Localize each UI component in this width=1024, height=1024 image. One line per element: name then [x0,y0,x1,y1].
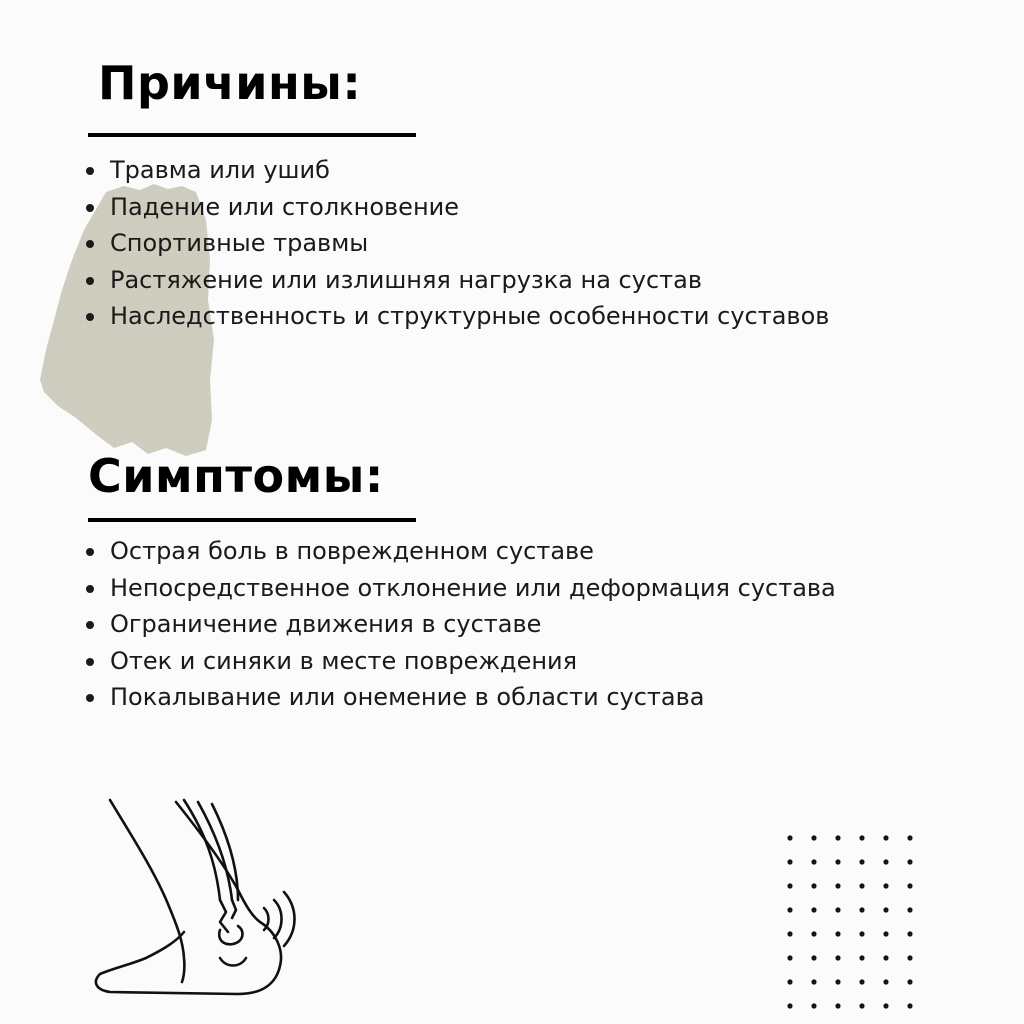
grid-dot [787,883,792,888]
grid-dot [811,859,816,864]
grid-dot [835,979,840,984]
grid-dot [859,883,864,888]
grid-dot [907,883,912,888]
causes-list [84,152,860,335]
symptom-item: Покалывание или онемение в области сустава [84,679,924,716]
grid-dot [787,955,792,960]
grid-dot [835,859,840,864]
grid-dot [835,931,840,936]
symptom-item: Непосредственное отклонение или деформация сустава [84,570,924,607]
grid-dot [787,907,792,912]
grid-dot [787,979,792,984]
grid-dot [907,931,912,936]
grid-dot [787,1003,792,1008]
cause-item: Растяжение или излишняя нагрузка на сустав [84,262,860,299]
grid-dot [859,907,864,912]
grid-dot [811,955,816,960]
grid-dot [811,907,816,912]
grid-dot [811,835,816,840]
cause-item: Спортивные травмы [84,225,860,262]
symptoms-underline [88,518,416,522]
grid-dot [907,955,912,960]
grid-dot [811,883,816,888]
grid-dot [835,1003,840,1008]
grid-dot [883,883,888,888]
grid-dot [835,955,840,960]
grid-dot [883,1003,888,1008]
grid-dot [811,1003,816,1008]
grid-dot [907,859,912,864]
grid-dot [883,955,888,960]
symptom-item: Ограничение движения в суставе [84,606,924,643]
grid-dot [859,1003,864,1008]
grid-dot [811,931,816,936]
grid-dot [787,859,792,864]
dot-grid-decoration [784,832,916,1012]
ankle-pain-icon [88,792,298,1002]
grid-dot [907,1003,912,1008]
grid-dot [907,979,912,984]
grid-dot [835,883,840,888]
grid-dot [835,835,840,840]
symptoms-heading: Симптомы: [88,449,384,503]
grid-dot [883,931,888,936]
grid-dot [859,835,864,840]
grid-dot [907,835,912,840]
grid-dot [883,859,888,864]
grid-dot [907,907,912,912]
grid-dot [883,835,888,840]
grid-dot [811,979,816,984]
grid-dot [835,907,840,912]
grid-dot [859,979,864,984]
grid-dot [787,931,792,936]
grid-dot [883,979,888,984]
symptoms-list [84,533,924,716]
symptom-item: Острая боль в поврежденном суставе [84,533,924,570]
causes-underline [88,133,416,137]
cause-item: Падение или столкновение [84,189,860,226]
grid-dot [859,859,864,864]
causes-heading: Причины: [98,56,362,110]
cause-item: Травма или ушиб [84,152,860,189]
cause-item: Наследственность и структурные особенности суставов [84,298,860,335]
grid-dot [787,835,792,840]
grid-dot [859,955,864,960]
grid-dot [883,907,888,912]
grid-dot [859,931,864,936]
symptom-item: Отек и синяки в месте повреждения [84,643,924,680]
